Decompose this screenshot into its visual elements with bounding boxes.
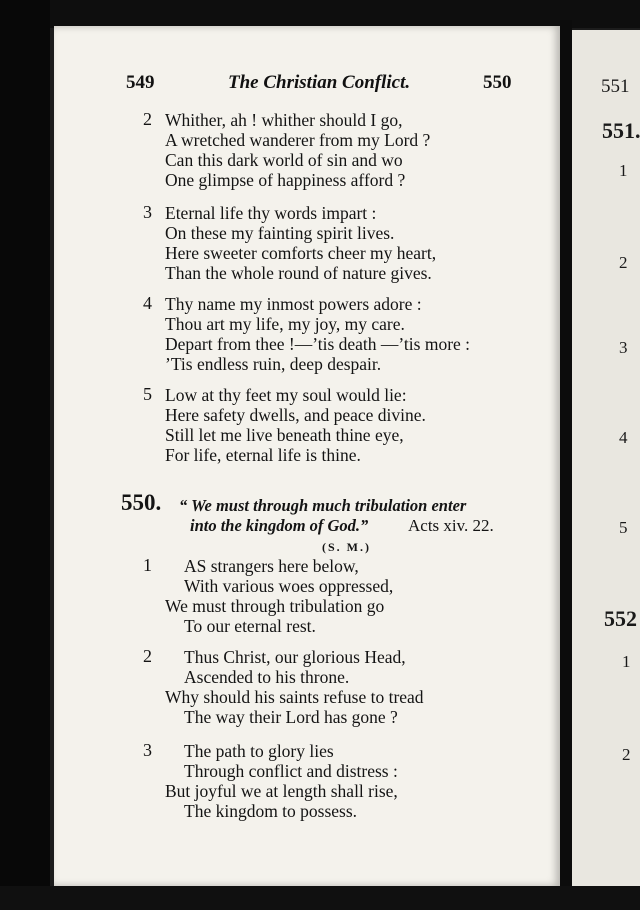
verse-line: Can this dark world of sin and wo bbox=[165, 150, 403, 170]
running-title: The Christian Conflict. bbox=[228, 72, 411, 93]
verse-line: On these my fainting spirit lives. bbox=[165, 223, 395, 243]
facing-stanza-number: 2 bbox=[622, 745, 631, 764]
stanza-number: 2 bbox=[143, 646, 152, 666]
verse-line: We must through tribulation go bbox=[165, 596, 385, 616]
facing-stanza-number: 1 bbox=[619, 161, 628, 180]
verse-line: But joyful we at length shall rise, bbox=[165, 781, 398, 801]
verse-line: The path to glory lies bbox=[184, 741, 334, 761]
stanza-number: 3 bbox=[143, 202, 152, 222]
verse-line: Thus Christ, our glorious Head, bbox=[184, 647, 406, 667]
scan-border-top bbox=[0, 0, 640, 28]
verse-line: A wretched wanderer from my Lord ? bbox=[165, 130, 431, 150]
page-header bbox=[0, 72, 640, 102]
hymn-number: 550. bbox=[121, 490, 162, 515]
verse-line: To our eternal rest. bbox=[184, 616, 316, 636]
verse-line: Through conflict and distress : bbox=[184, 761, 398, 781]
stanza-number: 4 bbox=[143, 293, 152, 313]
stanza-number: 2 bbox=[143, 109, 152, 129]
verse-line: With various woes oppressed, bbox=[184, 576, 394, 596]
hymn-caption: into the kingdom of God.” bbox=[190, 516, 369, 535]
verse-line: One glimpse of happiness afford ? bbox=[165, 170, 406, 190]
left-page-number: 549 bbox=[126, 72, 155, 93]
verse-line: For life, eternal life is thine. bbox=[165, 445, 361, 465]
facing-stanza-number: 1 bbox=[622, 652, 631, 671]
stanza-number: 1 bbox=[143, 555, 152, 575]
verse-line: Eternal life thy words impart : bbox=[165, 203, 377, 223]
scan-border-bottom bbox=[0, 886, 640, 910]
verse-line: Thy name my inmost powers adore : bbox=[165, 294, 422, 314]
facing-stanza-number: 5 bbox=[619, 518, 628, 537]
facing-stanza-number: 3 bbox=[619, 338, 628, 357]
verse-line: Still let me live beneath thine eye, bbox=[165, 425, 404, 445]
scripture-reference: Acts xiv. 22. bbox=[408, 516, 494, 535]
facing-stanza-number: 4 bbox=[619, 428, 628, 447]
book-gutter bbox=[560, 20, 572, 890]
facing-hymn-number: 552 bbox=[604, 606, 637, 631]
verse-line: AS strangers here below, bbox=[184, 556, 359, 576]
verse-line: Thou art my life, my joy, my care. bbox=[165, 314, 405, 334]
right-page-number: 550 bbox=[483, 72, 512, 93]
facing-stanza-number: 2 bbox=[619, 253, 628, 272]
verse-line: Depart from thee !—’tis death —’tis more : bbox=[165, 334, 471, 354]
verse-line: Low at thy feet my soul would lie: bbox=[165, 385, 407, 405]
facing-page-number: 551 bbox=[601, 76, 630, 97]
verse-line: Here sweeter comforts cheer my heart, bbox=[165, 243, 437, 263]
scan-border-left bbox=[0, 0, 50, 910]
verse-line: Why should his saints refuse to tread bbox=[165, 687, 424, 707]
verse-line: The way their Lord has gone ? bbox=[184, 707, 398, 727]
facing-hymn-number: 551. bbox=[602, 118, 640, 143]
verse-line: Here safety dwells, and peace divine. bbox=[165, 405, 426, 425]
stanza-number: 3 bbox=[143, 740, 152, 760]
verse-line: ’Tis endless ruin, deep despair. bbox=[165, 354, 382, 374]
verse-line: Than the whole round of nature gives. bbox=[165, 263, 432, 283]
hymn-caption: “ We must through much tribulation enter bbox=[179, 496, 467, 515]
verse-line: Ascended to his throne. bbox=[184, 667, 350, 687]
stanza-number: 5 bbox=[143, 384, 152, 404]
meter-label: (S. M.) bbox=[322, 540, 371, 554]
verse-line: Whither, ah ! whither should I go, bbox=[165, 110, 403, 130]
verse-line: The kingdom to possess. bbox=[184, 801, 358, 821]
